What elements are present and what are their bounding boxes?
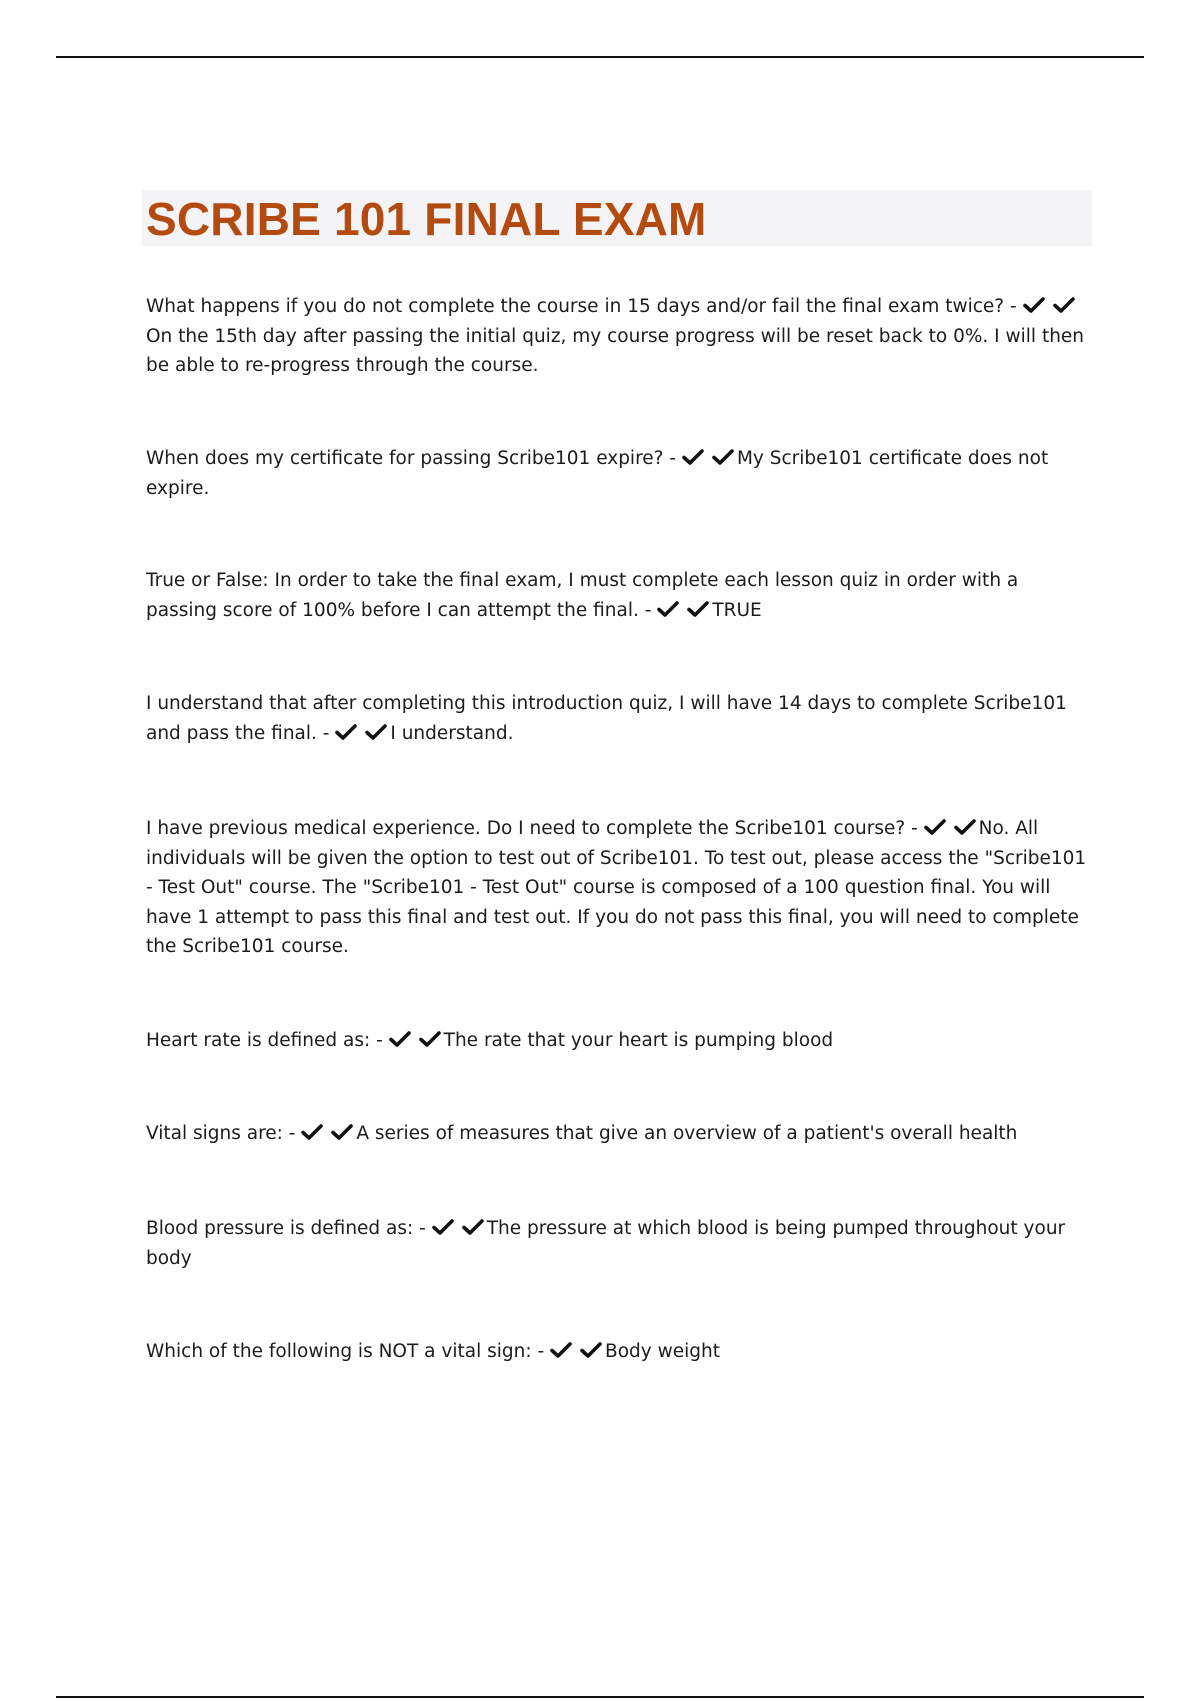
- checkmark-icon: [389, 1030, 411, 1048]
- qa-item-6: [146, 1026, 1094, 1056]
- checkmark-icon: [301, 1123, 323, 1141]
- question-text: Which of the following is NOT a vital sign: -: [146, 1341, 545, 1362]
- answer-text: No. All individuals will be given the option to test out of Scribe101. To test out, please access the "Scribe101 - Test Out" course. The "Scribe101 - Test Out" course is composed of a 100 question final. You will have 1 attempt to pass this final and test out. If you do not pass this final, you will need to complete the Scribe101 course.: [146, 818, 1087, 957]
- qa-item-8: [146, 1214, 1094, 1273]
- question-text: Blood pressure is defined as: -: [146, 1218, 426, 1239]
- question-text: True or False: In order to take the final exam, I must complete each lesson quiz in order with a passing score of 100% before I can attempt the final. -: [146, 570, 1019, 621]
- answer-text: The pressure at which blood is being pumped throughout your body: [146, 1218, 1066, 1269]
- question-text: What happens if you do not complete the course in 15 days and/or fail the final exam twice? -: [146, 296, 1017, 317]
- qa-item-3: [146, 566, 1094, 625]
- answer-text: Body weight: [605, 1341, 720, 1362]
- checkmark-icon: [580, 1341, 602, 1359]
- answer-text: A series of measures that give an overview of a patient's overall health: [356, 1123, 1018, 1144]
- checkmark-icon: [657, 600, 679, 618]
- qa-item-2: [146, 444, 1094, 503]
- checkmark-icon: [419, 1030, 441, 1048]
- checkmark-icon: [1053, 296, 1075, 314]
- checkmark-icon: [462, 1218, 484, 1236]
- checkmark-icon: [550, 1341, 572, 1359]
- checkmark-icon: [331, 1123, 353, 1141]
- qa-item-1: [146, 292, 1094, 381]
- checkmark-icon: [682, 448, 704, 466]
- checkmark-icon: [687, 600, 709, 618]
- checkmark-icon: [712, 448, 734, 466]
- qa-item-7: [146, 1119, 1094, 1149]
- question-text: Vital signs are: -: [146, 1123, 296, 1144]
- checkmark-icon: [365, 723, 387, 741]
- answer-text: I understand.: [390, 722, 514, 744]
- answer-text: On the 15th day after passing the initial quiz, my course progress will be reset back to 0%. I will then be able to re-progress through the course.: [146, 325, 1085, 376]
- qa-item-4: [146, 689, 1094, 748]
- question-text: Heart rate is defined as: -: [146, 1030, 383, 1051]
- answer-text: My Scribe101 certificate does not expire.: [146, 448, 1049, 499]
- checkmark-icon: [924, 818, 946, 836]
- checkmark-icon: [1023, 296, 1045, 314]
- qa-item-5: [146, 814, 1094, 962]
- question-text: I understand that after completing this introduction quiz, I will have 14 days to complete Scribe101 and pass the final. -: [146, 693, 1067, 744]
- bottom-rule: [56, 1696, 1144, 1698]
- question-text: I have previous medical experience. Do I need to complete the Scribe101 course? -: [146, 818, 918, 839]
- answer-text: TRUE: [712, 599, 762, 621]
- top-rule: [56, 56, 1144, 58]
- checkmark-icon: [954, 818, 976, 836]
- checkmark-icon: [335, 723, 357, 741]
- question-text: When does my certificate for passing Scribe101 expire? -: [146, 448, 677, 469]
- qa-item-9: [146, 1337, 1094, 1367]
- checkmark-icon: [432, 1218, 454, 1236]
- answer-text: The rate that your heart is pumping blood: [443, 1030, 834, 1051]
- page-title: SCRIBE 101 FINAL EXAM: [146, 193, 707, 245]
